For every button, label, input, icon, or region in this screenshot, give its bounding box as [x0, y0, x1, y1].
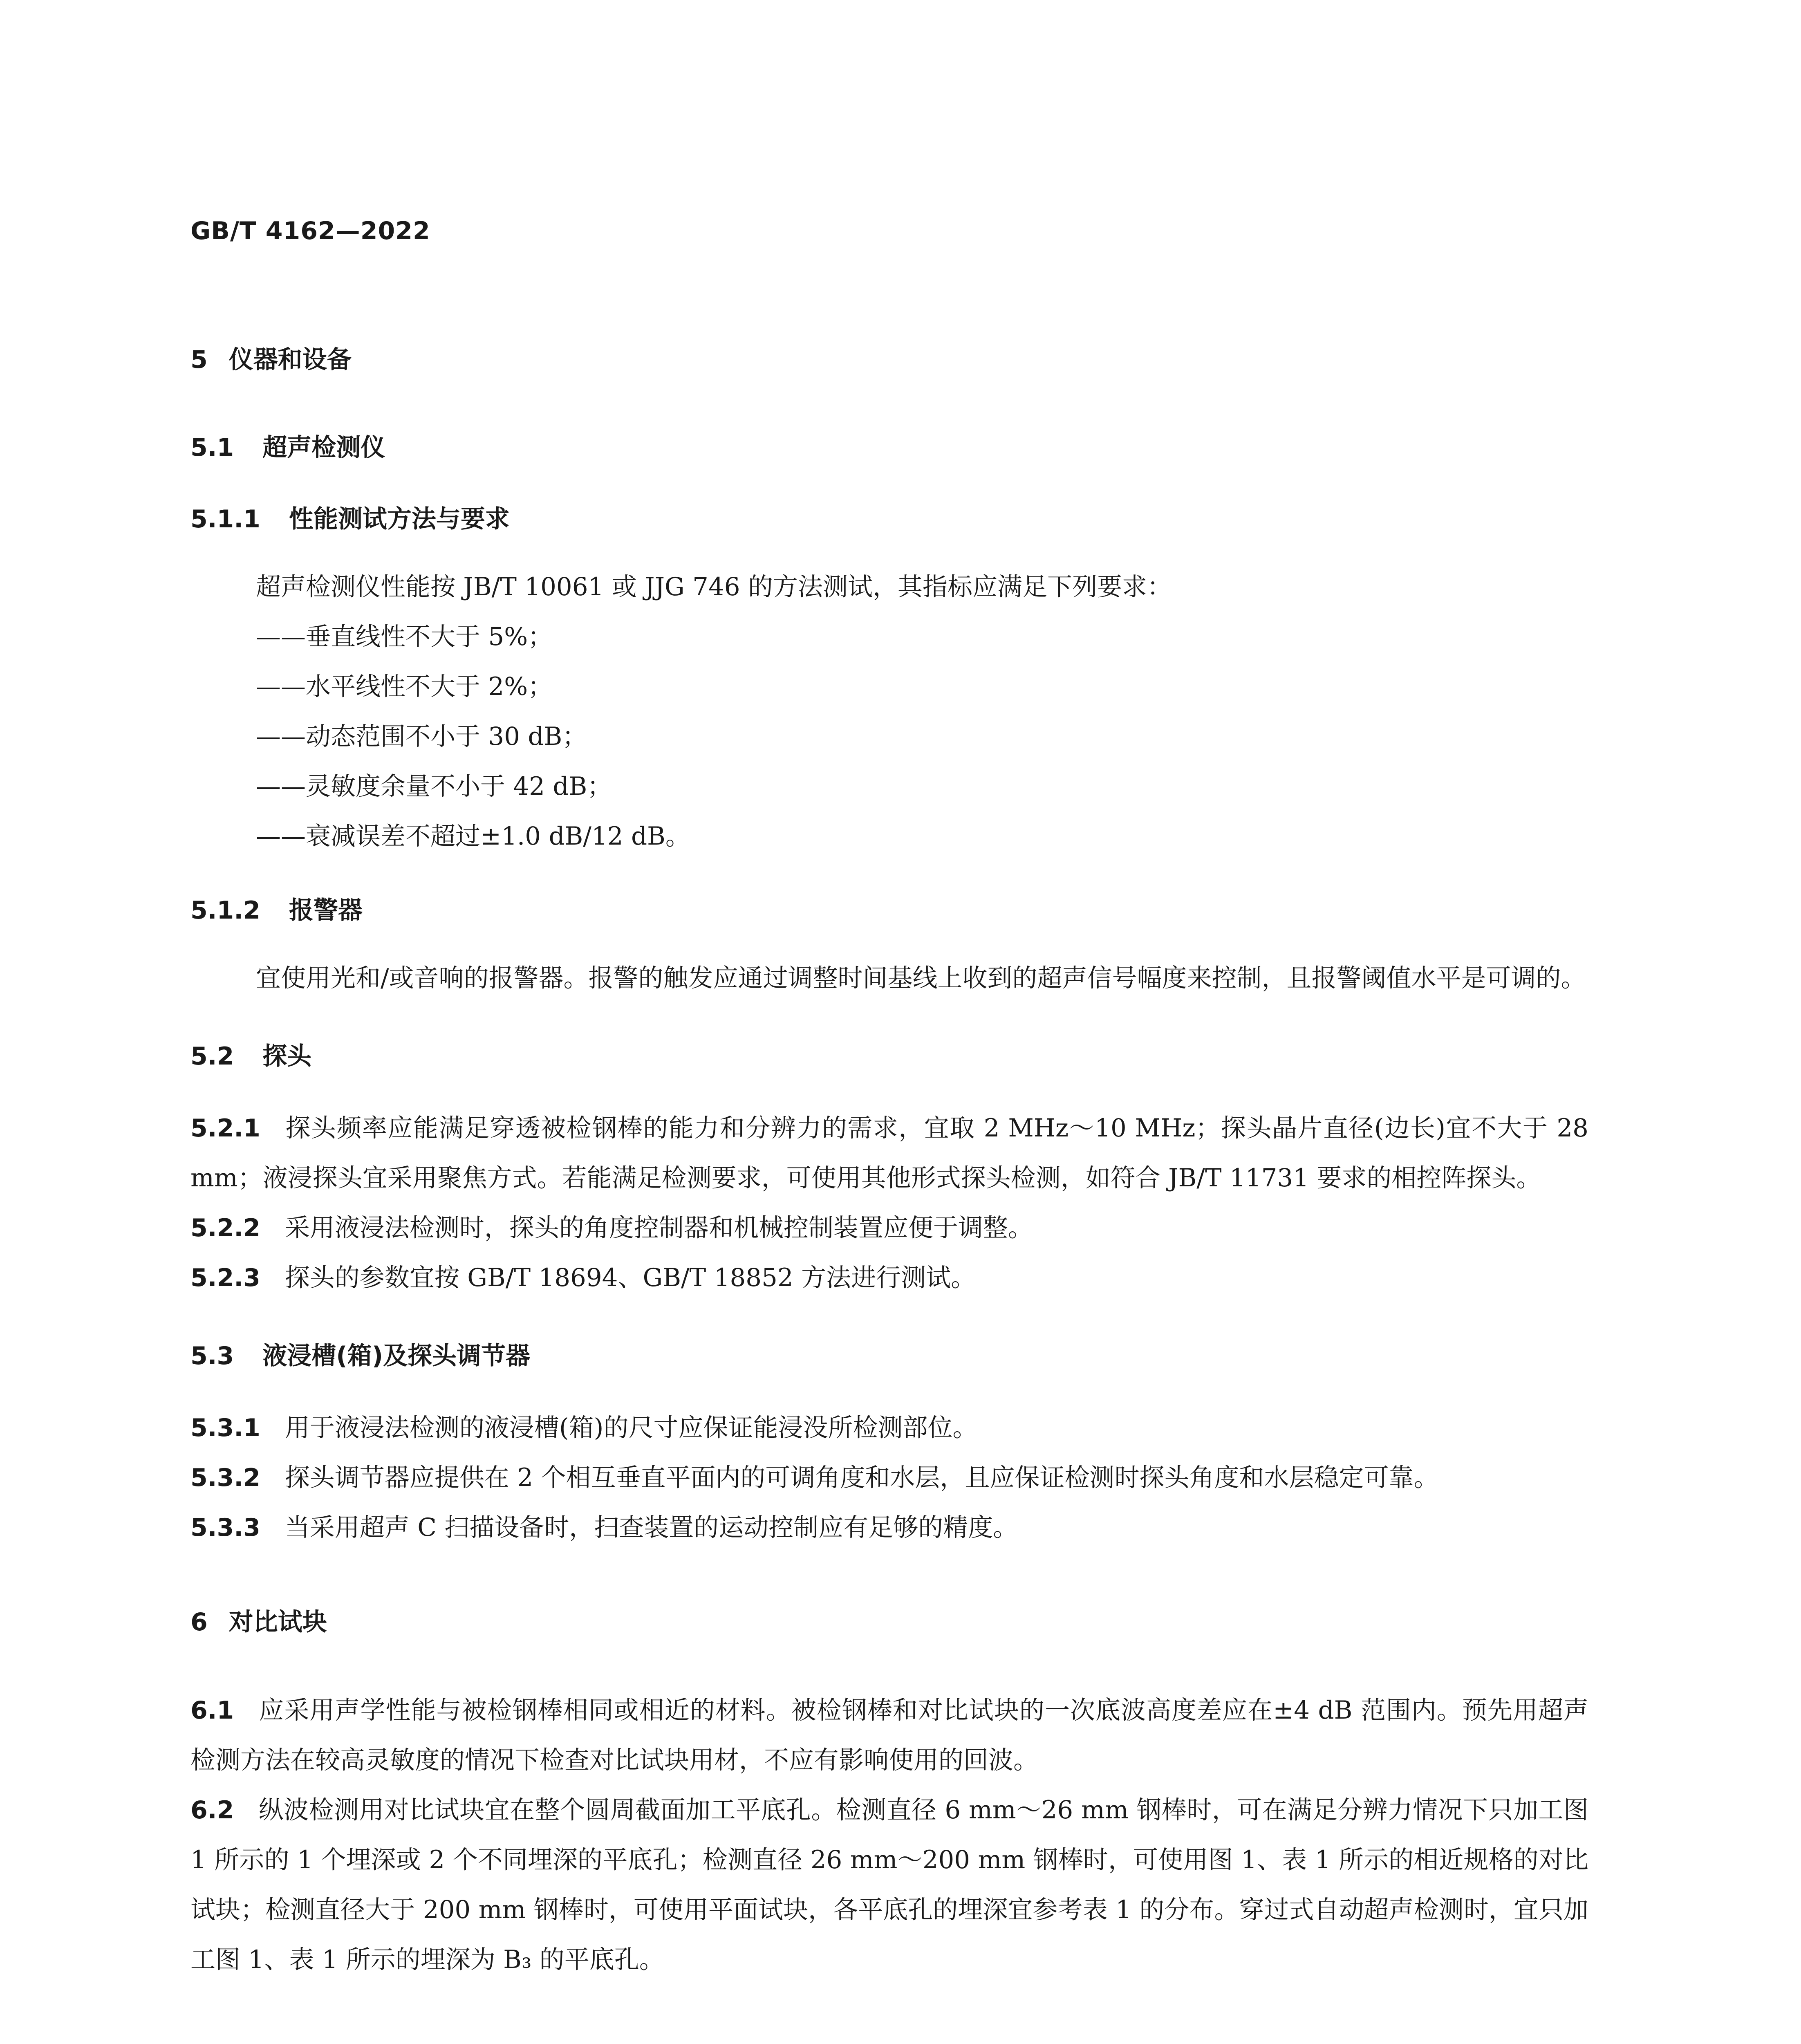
section-heading-6 — [190, 1598, 1588, 1647]
section-title: 报警器 — [289, 896, 363, 925]
clause-text: 探头调节器应提供在 2 个相互垂直平面内的可调角度和水层，且应保证检测时探头角度和水层稳定可靠。 — [284, 1463, 1439, 1492]
list-item: ——垂直线性不大于 5%； — [256, 622, 553, 651]
clause-5-2-2 — [190, 1203, 1588, 1253]
section-heading-5-1 — [190, 423, 1588, 472]
section-title: 对比试块 — [228, 1608, 327, 1636]
clause-number: 5.3.3 — [190, 1513, 260, 1542]
section-title: 超声检测仪 — [262, 433, 385, 462]
standard-code: GB/T 4162—2022 — [190, 217, 430, 245]
clause-5-3-3 — [190, 1503, 1588, 1553]
clause-number: 5.2.1 — [190, 1114, 260, 1143]
section-number: 5 — [190, 345, 208, 374]
paragraph-5-1-1-intro: 超声检测仪性能按 JB/T 10061 或 JJG 746 的方法测试，其指标应满足下列要求： — [256, 572, 1172, 601]
clause-6-2 — [190, 1785, 1588, 1985]
list-item: ——水平线性不大于 2%； — [256, 672, 553, 701]
clause-5-2-1 — [190, 1103, 1588, 1203]
clause-number: 6.1 — [190, 1696, 234, 1725]
clause-number: 5.2.3 — [190, 1264, 260, 1292]
list-item: ——动态范围不小于 30 dB； — [256, 722, 587, 751]
clause-text: 应采用声学性能与被检钢棒相同或相近的材料。被检钢棒和对比试块的一次底波高度差应在±4 dB 范围内。预先用超声检测方法在较高灵敏度的情况下检查对比试块用材，不应有影响使用的回波。 — [190, 1696, 1588, 1775]
clause-number: 5.3.1 — [190, 1414, 260, 1442]
list-item: ——衰减误差不超过±1.0 dB/12 dB。 — [256, 822, 690, 851]
section-number: 5.2 — [190, 1042, 234, 1071]
paragraph-5-1-2: 宜使用光和/或音响的报警器。报警的触发应通过调整时间基线上收到的超声信号幅度来控制，且报警阈值水平是可调的。 — [256, 964, 1586, 993]
section-heading-5-1-2 — [190, 886, 1588, 935]
clause-number: 5.2.2 — [190, 1214, 260, 1242]
section-title: 性能测试方法与要求 — [289, 505, 510, 533]
section-number: 5.3 — [190, 1342, 234, 1370]
clause-text: 用于液浸法检测的液浸槽(箱)的尺寸应保证能浸没所检测部位。 — [284, 1413, 978, 1442]
clause-5-3-1 — [190, 1403, 1588, 1453]
section-heading-5-3 — [190, 1331, 1588, 1381]
section-number: 5.1.2 — [190, 896, 260, 925]
document-body — [190, 335, 1588, 1985]
clause-text: 探头的参数宜按 GB/T 18694、GB/T 18852 方法进行测试。 — [284, 1263, 976, 1292]
section-number: 5.1 — [190, 433, 234, 462]
section-title: 仪器和设备 — [228, 345, 352, 374]
clause-5-3-2 — [190, 1453, 1588, 1503]
section-heading-5-1-1 — [190, 495, 1588, 544]
requirements-list — [256, 612, 1588, 861]
list-item: ——灵敏度余量不小于 42 dB； — [256, 772, 612, 801]
section-title: 探头 — [262, 1042, 312, 1071]
section-number: 5.1.1 — [190, 505, 260, 533]
clause-text: 纵波检测用对比试块宜在整个圆周截面加工平底孔。检测直径 6 mm～26 mm 钢棒时，可在满足分辨力情况下只加工图 1 所示的 1 个埋深或 2 个不同埋深的平底孔；检测直径 26 mm～200 mm 钢棒时，可使用图 1、表 1 所示的相近规格的对比试块；检测直径大于 200 mm 钢棒时，可使用平面试块，各平底孔的埋深宜参考表 1 的分布。穿过式自动超声检测时，宜只加工图 1、表 1 所示的埋深为 B₃ 的平底孔。 — [190, 1795, 1588, 1974]
clause-text: 探头频率应能满足穿透被检钢棒的能力和分辨力的需求，宜取 2 MHz～10 MHz；探头晶片直径(边长)宜不大于 28 mm；液浸探头宜采用聚焦方式。若能满足检测要求，可使用其他形式探头检测，如符合 JB/T 11731 要求的相控阵探头。 — [190, 1114, 1588, 1192]
clause-text: 采用液浸法检测时，探头的角度控制器和机械控制装置应便于调整。 — [284, 1213, 1033, 1242]
clause-text: 当采用超声 C 扫描设备时，扫查装置的运动控制应有足够的精度。 — [284, 1513, 1018, 1542]
section-heading-5 — [190, 335, 1588, 384]
clause-5-2-3 — [190, 1253, 1588, 1303]
clause-number: 6.2 — [190, 1796, 234, 1824]
section-heading-5-2 — [190, 1032, 1588, 1081]
section-number: 6 — [190, 1608, 208, 1636]
section-title: 液浸槽(箱)及探头调节器 — [262, 1342, 531, 1370]
clause-6-1 — [190, 1685, 1588, 1785]
clause-number: 5.3.2 — [190, 1464, 260, 1492]
